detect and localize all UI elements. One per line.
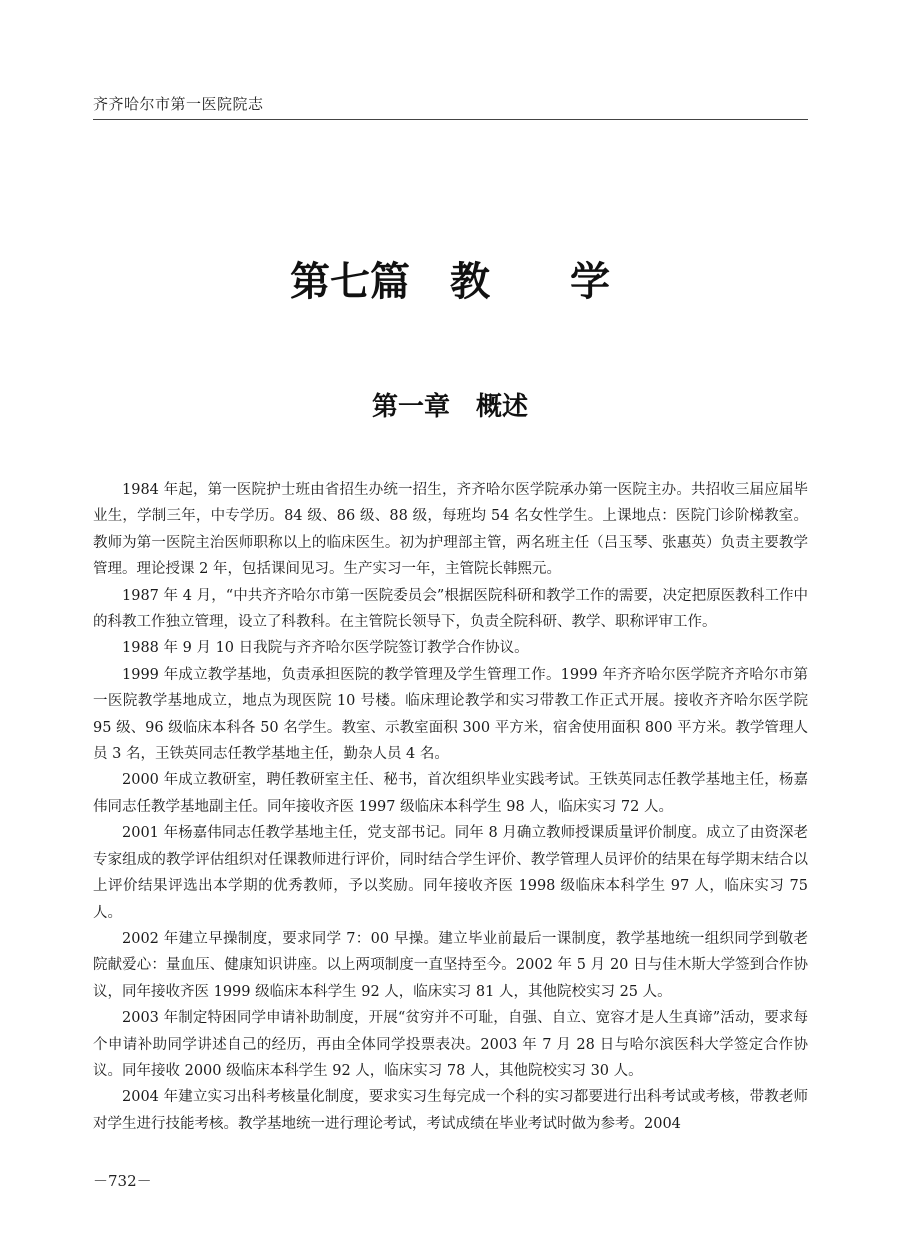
paragraph: 1988 年 9 月 10 日我院与齐齐哈尔医学院签订教学合作协议。 bbox=[122, 640, 529, 657]
body-text bbox=[93, 477, 808, 1137]
paragraph: 2004 年建立实习出科考核量化制度，要求实习生每完成一个科的实习都要进行出科考试或考核，带教老师对学生进行技能考核。教学基地统一进行理论考试，考试成绩在毕业考试时做为参考。2004 bbox=[93, 1089, 808, 1132]
paragraph: 2003 年制定特困同学申请补助制度，开展“贫穷并不可耻，自强、自立、宽容才是人生真谛”活动，要求每个申请补助同学讲述自己的经历，再由全体同学投票表决。2003 年 7 月 28 日与哈尔滨医科大学签定合作协议。同年接收 2000 级临床本科学生 92 人，临床实习 78 人，其他院校实习 30 人。 bbox=[93, 1010, 808, 1079]
chapter-title: 第一章 概述 bbox=[371, 392, 528, 422]
header-book-title: 齐齐哈尔市第一医院院志 bbox=[93, 95, 264, 113]
paragraph: 1999 年成立教学基地，负责承担医院的教学管理及学生管理工作。1999 年齐齐哈尔医学院齐齐哈尔市第一医院教学基地成立，地点为现医院 10 号楼。临床理论教学和实习带教工作正式开展。接收齐齐哈尔医学院 95 级、96 级临床本科各 50 名学生。教室、示教室面积 300 平方米，宿舍使用面积 800 平方米。教学管理人员 3 名，王铁英同志任教学基地主任，勤杂人员 4 名。 bbox=[93, 666, 808, 763]
paragraph: 2000 年成立教研室，聘任教研室主任、秘书，首次组织毕业实践考试。王铁英同志任教学基地主任，杨嘉伟同志任教学基地副主任。同年接收齐医 1997 级临床本科学生 98 人，临床实习 72 人。 bbox=[93, 772, 808, 815]
running-header bbox=[93, 93, 808, 120]
page-number: －732－ bbox=[93, 1172, 152, 1190]
part-title: 第七篇 教 学 bbox=[290, 259, 610, 305]
paragraph: 2002 年建立早操制度，要求同学 7：00 早操。建立毕业前最后一课制度，教学基地统一组织同学到敬老院献爱心：量血压、健康知识讲座。以上两项制度一直坚持至今。2002 年 5 月 20 日与佳木斯大学签到合作协议，同年接收齐医 1999 级临床本科学生 92 人，临床实习 81 人，其他院校实习 25 人。 bbox=[93, 930, 808, 1000]
paragraph: 1984 年起，第一医院护士班由省招生办统一招生，齐齐哈尔医学院承办第一医院主办。共招收三届应届毕业生，学制三年，中专学历。84 级、86 级、88 级，每班均 54 名女性学生。上课地点：医院门诊阶梯教室。教师为第一医院主治医师职称以上的临床医生。初为护理部主管，两名班主任（吕玉琴、张惠英）负责主要教学管理。理论授课 2 年，包括课间见习。生产实习一年，主管院长韩熙元。 bbox=[93, 482, 808, 578]
paragraph: 2001 年杨嘉伟同志任教学基地主任，党支部书记。同年 8 月确立教师授课质量评价制度。成立了由资深老专家组成的教学评估组织对任课教师进行评价，同时结合学生评价、教学管理人员评价的结果在每学期末结合以上评价结果评选出本学期的优秀教师，予以奖励。同年接收齐医 1998 级临床本科学生 97 人，临床实习 75 人。 bbox=[93, 825, 808, 921]
paragraph: 1987 年 4 月，“中共齐齐哈尔市第一医院委员会”根据医院科研和教学工作的需要，决定把原医教科工作中的科教工作独立管理，设立了科教科。在主管院长领导下，负责全院科研、教学、职称评审工作。 bbox=[93, 587, 808, 631]
